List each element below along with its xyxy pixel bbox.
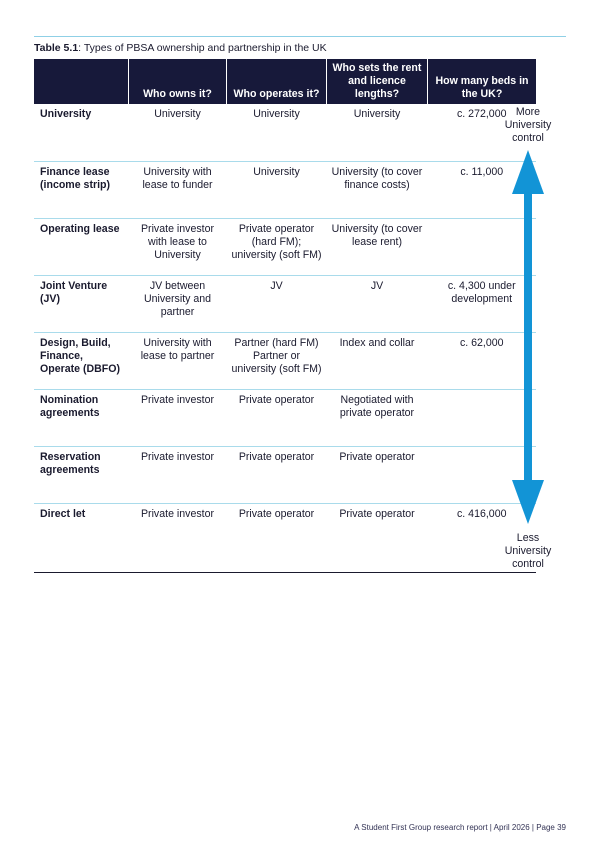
row-beds: c. 62,000 [428, 332, 537, 389]
row-owns: Private investor [129, 446, 227, 503]
row-type: University [34, 104, 129, 161]
caption-text: : Types of PBSA ownership and partnership in the UK [78, 42, 327, 54]
row-owns: University with lease to partner [129, 332, 227, 389]
row-owns: Private investor with lease to University [129, 218, 227, 275]
row-type: Operating lease [34, 218, 129, 275]
row-owns: JV between University and partner [129, 275, 227, 332]
table-row [34, 332, 536, 389]
row-beds: c. 11,000 [428, 161, 537, 218]
more-control-label: More University control [504, 106, 552, 144]
arrow-head-up-icon [512, 150, 544, 194]
header-beds: How many beds in the UK? [428, 59, 537, 104]
row-type: Reservation agreements [34, 446, 129, 503]
row-beds: c. 272,000 [428, 104, 537, 161]
header-type [34, 59, 129, 104]
table-row [34, 161, 536, 218]
less-control-label: Less University control [504, 532, 552, 570]
header-owns: Who owns it? [129, 59, 227, 104]
row-rent: JV [327, 275, 428, 332]
page-footer: A Student First Group research report | April 2026 | Page 39 [354, 823, 566, 832]
row-type: Finance lease (income strip) [34, 161, 129, 218]
row-operates: Private operator [227, 503, 327, 572]
row-beds: c. 416,000 [428, 503, 537, 572]
row-operates: Private operator (hard FM); university (soft FM) [227, 218, 327, 275]
row-operates: University [227, 161, 327, 218]
row-type: Nomination agreements [34, 389, 129, 446]
row-rent: Private operator [327, 446, 428, 503]
row-rent: Negotiated with private operator [327, 389, 428, 446]
row-type: Direct let [34, 503, 129, 572]
row-operates: University [227, 104, 327, 161]
row-rent: University (to cover lease rent) [327, 218, 428, 275]
table-row [34, 275, 536, 332]
table-row [34, 218, 536, 275]
arrow-shaft [524, 190, 532, 484]
row-type: Joint Venture (JV) [34, 275, 129, 332]
row-operates: JV [227, 275, 327, 332]
row-operates: Partner (hard FM) Partner or university (soft FM) [227, 332, 327, 389]
row-rent: Index and collar [327, 332, 428, 389]
pbsa-table [34, 59, 536, 573]
table-row [34, 446, 536, 503]
row-rent: University (to cover finance costs) [327, 161, 428, 218]
table-row [34, 389, 536, 446]
table-row [34, 503, 536, 572]
table-row [34, 104, 536, 161]
row-owns: Private investor [129, 503, 227, 572]
arrow-head-down-icon [512, 480, 544, 524]
row-rent: Private operator [327, 503, 428, 572]
row-rent: University [327, 104, 428, 161]
header-operates: Who operates it? [227, 59, 327, 104]
double-arrow-icon [510, 150, 546, 524]
row-type: Design, Build, Finance, Operate (DBFO) [34, 332, 129, 389]
caption-label: Table 5.1 [34, 42, 79, 54]
row-owns: University [129, 104, 227, 161]
top-rule [34, 36, 566, 37]
header-rent: Who sets the rent and licence lengths? [327, 59, 428, 104]
row-owns: University with lease to funder [129, 161, 227, 218]
row-operates: Private operator [227, 389, 327, 446]
header-row [34, 59, 536, 104]
row-owns: Private investor [129, 389, 227, 446]
table-caption [34, 42, 327, 54]
row-operates: Private operator [227, 446, 327, 503]
row-beds: c. 4,300 under development [428, 275, 537, 332]
